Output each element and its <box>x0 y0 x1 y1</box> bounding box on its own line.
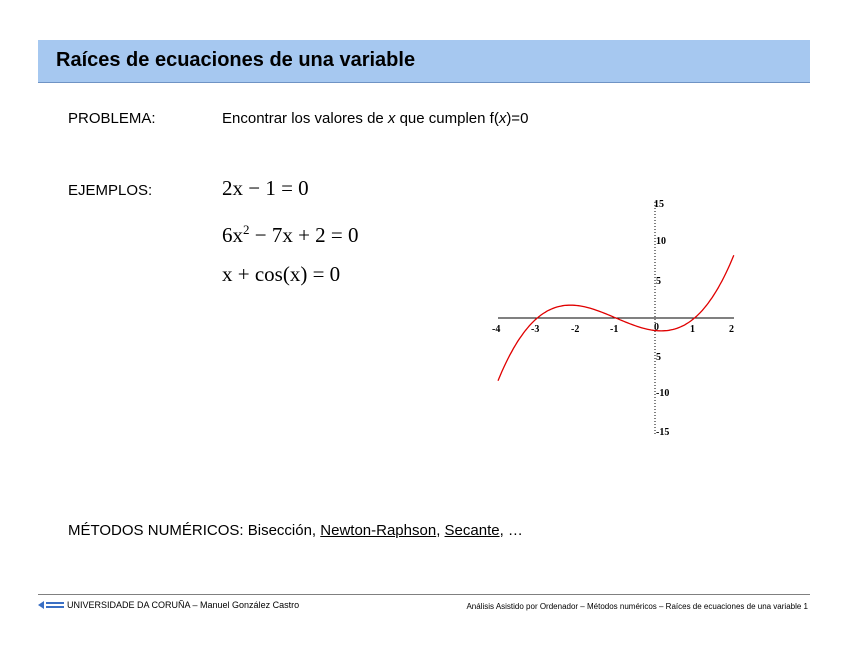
x-tick-label: 1 <box>690 324 695 335</box>
methods-line <box>68 522 523 539</box>
function-graph <box>470 190 770 450</box>
x-tick-label: -3 <box>531 324 540 335</box>
problem-text <box>222 110 528 127</box>
problem-var: x <box>387 110 396 127</box>
y-tick-label: 5 <box>656 276 661 287</box>
equation-3 <box>222 262 340 287</box>
footer-left <box>38 600 299 610</box>
problem-label: PROBLEMA: <box>68 110 156 127</box>
equation-3-part: = 0 <box>307 262 341 286</box>
x-tick-labels <box>492 322 734 335</box>
examples-label: EJEMPLOS: <box>68 182 153 199</box>
x-tick-label: -4 <box>492 324 501 335</box>
equation-3-part: x + cos <box>222 262 283 286</box>
problem-var: x <box>498 110 507 127</box>
methods-suffix: , … <box>499 522 523 539</box>
newton-raphson-link[interactable]: Newton-Raphson <box>320 522 437 539</box>
methods-separator: , <box>436 522 445 539</box>
equation-2-part: − 7x + 2 = 0 <box>249 223 359 247</box>
problem-text-part: Encontrar los valores de <box>222 110 388 127</box>
page-title: Raíces de ecuaciones de una variable <box>56 49 416 71</box>
footer-right: Análisis Asistido por Ordenador – Métodos numéricos – Raíces de ecuaciones de una variable 1 <box>466 602 808 611</box>
footer-divider <box>38 594 810 595</box>
equation-2-part: 6x <box>222 223 243 247</box>
equation-1: 2x − 1 = 0 <box>222 176 309 200</box>
equation-2-exponent: 2 <box>243 222 250 237</box>
secante-link[interactable]: Secante <box>444 522 500 539</box>
x-tick-label: -2 <box>571 324 580 335</box>
y-tick-label: 5 <box>656 352 661 363</box>
x-tick-label: 0 <box>654 322 659 333</box>
equation-2 <box>222 222 359 248</box>
footer-left-text: UNIVERSIDADE DA CORUÑA – Manuel González Castro <box>67 600 300 610</box>
y-tick-label: -10 <box>656 388 670 399</box>
problem-text-part: que cumplen f( <box>395 110 499 127</box>
equation-3-part: (x) <box>282 262 308 286</box>
y-tick-label: -15 <box>656 427 670 438</box>
x-tick-label: 2 <box>729 324 734 335</box>
title-bar <box>38 40 810 83</box>
methods-prefix: MÉTODOS NUMÉRICOS: Bisección, <box>68 522 321 539</box>
y-tick-label: 15 <box>654 199 664 210</box>
problem-text-part: )=0 <box>506 110 529 127</box>
x-tick-label: -1 <box>610 324 619 335</box>
y-tick-label: 10 <box>656 236 666 247</box>
university-logo-icon <box>38 600 64 610</box>
